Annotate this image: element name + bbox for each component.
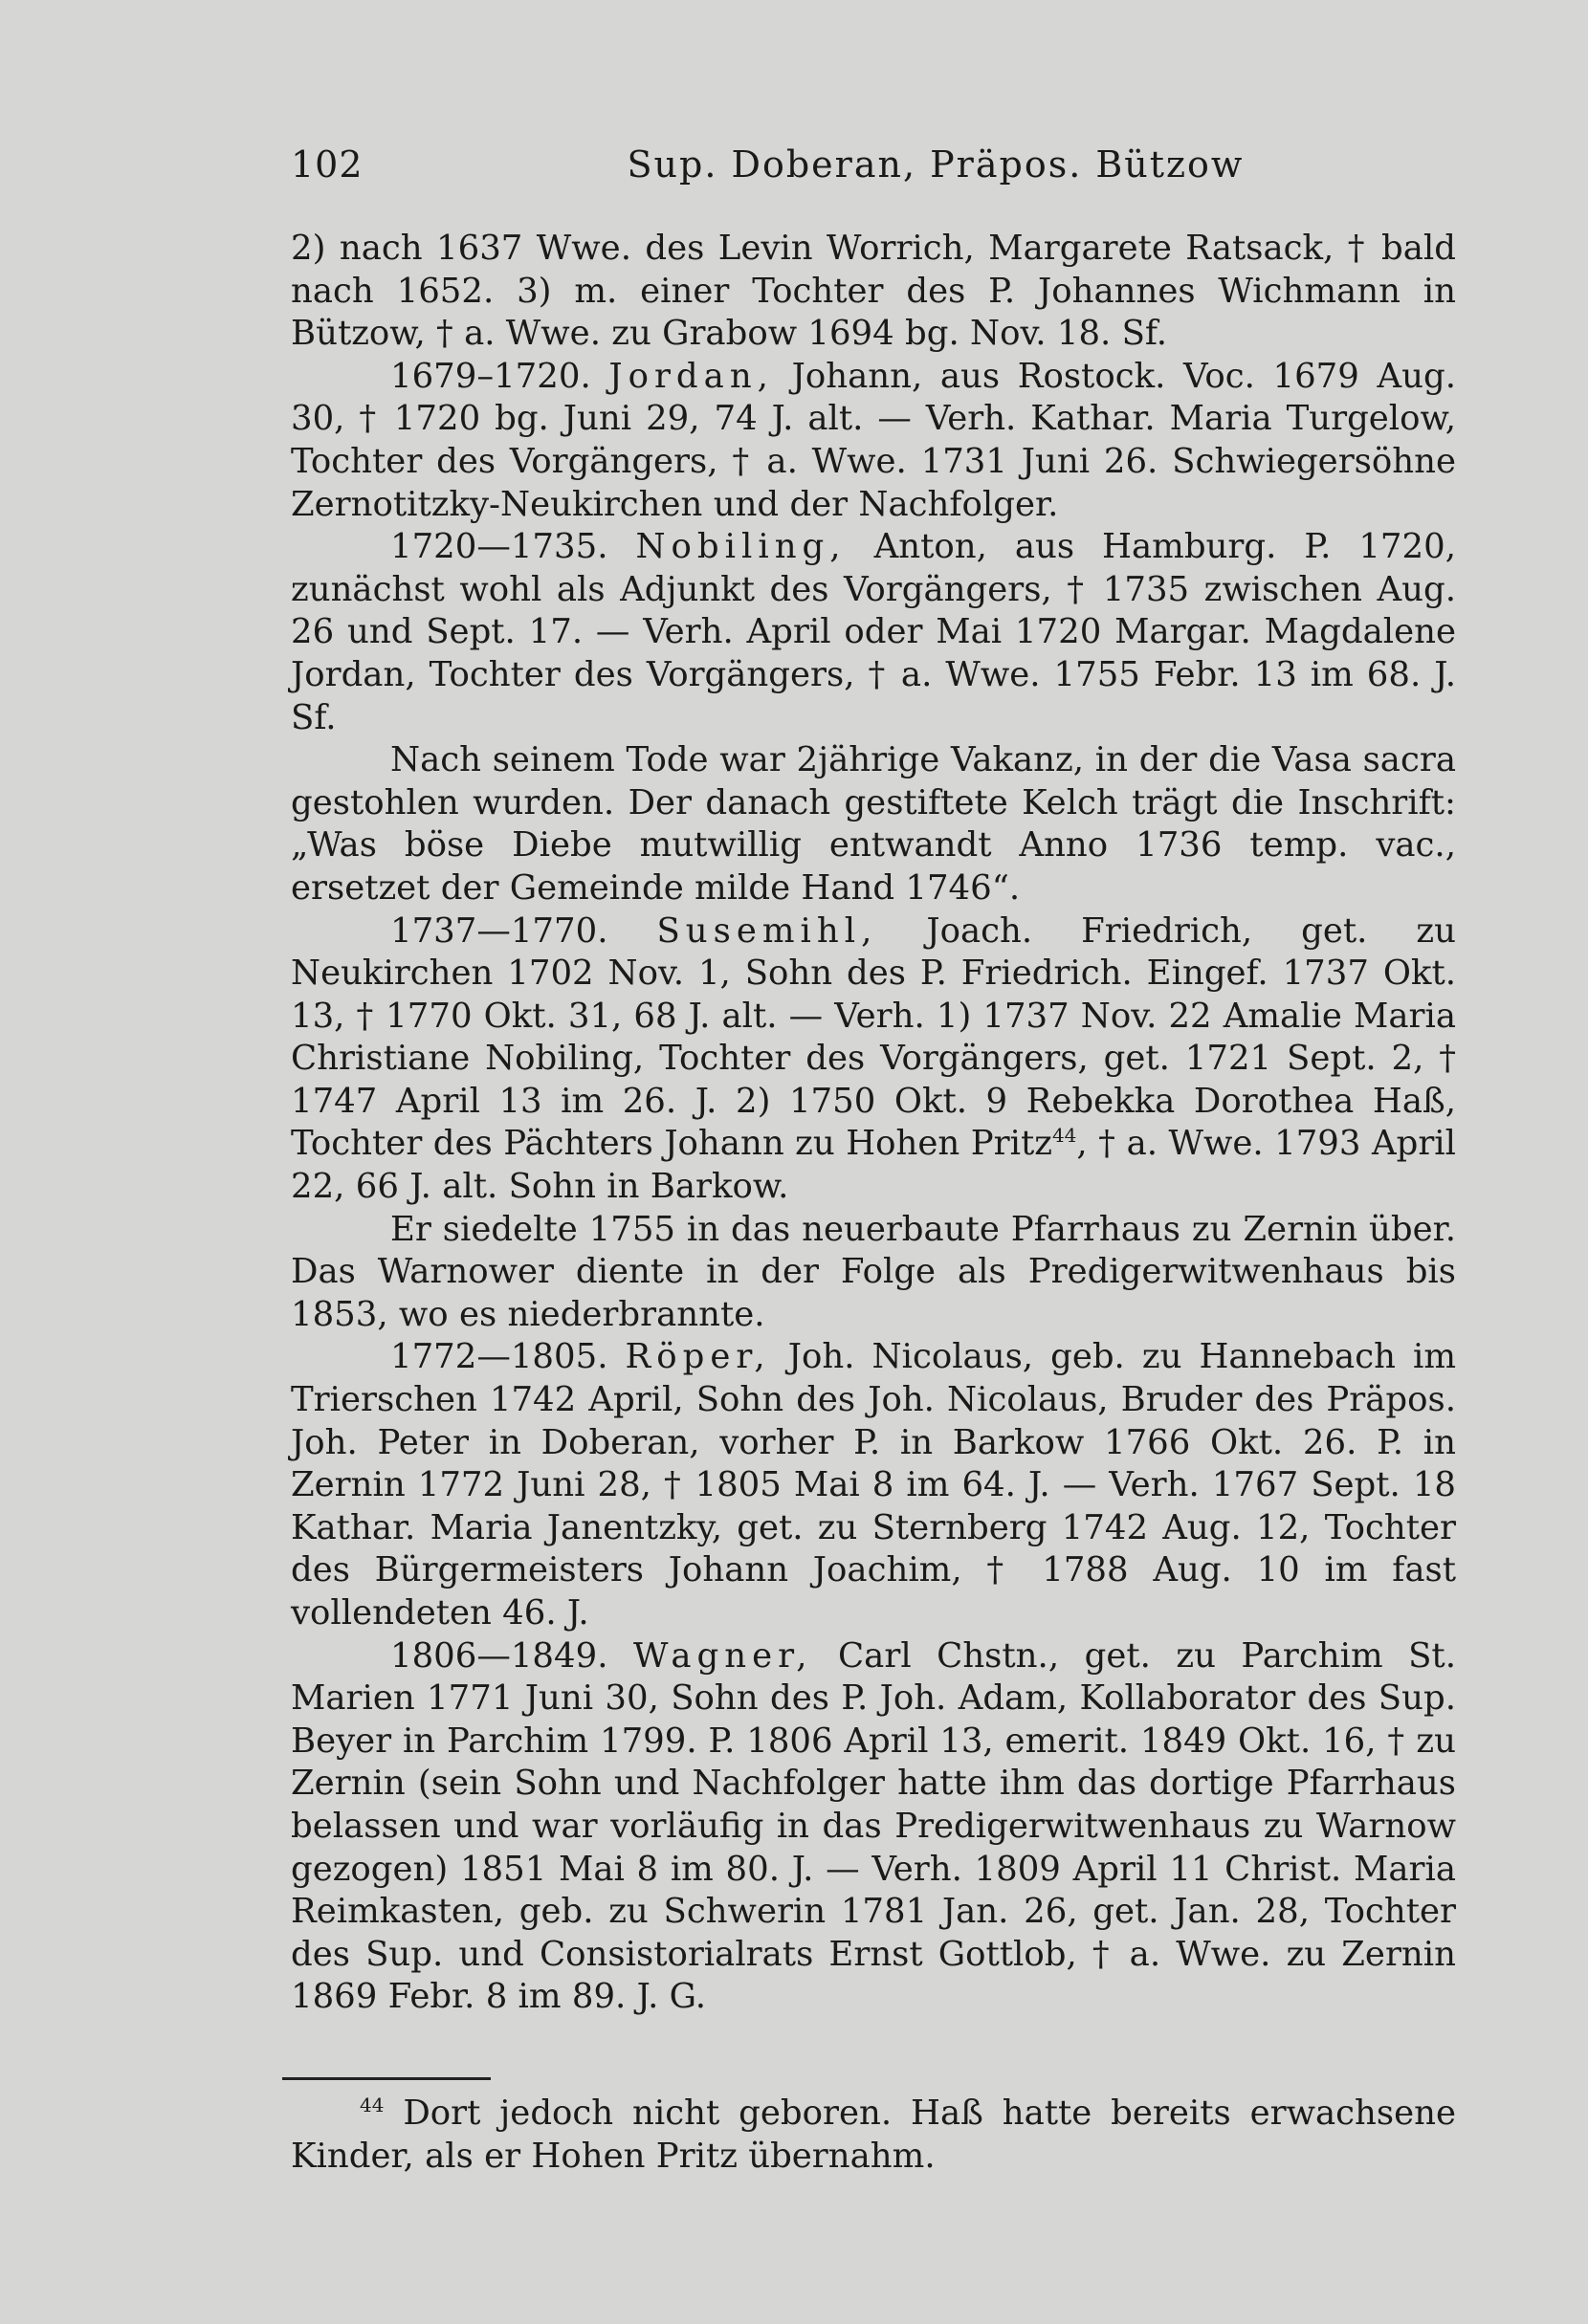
entry-name: Susemihl, (656, 910, 878, 951)
footnote (291, 2093, 1456, 2178)
entry-years: 1806—1849. (390, 1635, 608, 1676)
paragraph-vacancy: Nach seinem Tode war 2jährige Vakanz, in der die Vasa sacra gestohlen wurden. Der danach gestiftete Kelch trägt die Inschrift: „Was böse Diebe mutwillig entwandt Anno 1736 temp. vac., ersetzet der Gemeinde milde Hand 1746“. (291, 740, 1456, 908)
footnote-reference: 44 (1051, 1124, 1077, 1148)
running-title: Sup. Doberan, Präpos. Bützow (627, 143, 1245, 186)
entry-years: 1772—1805. (390, 1337, 608, 1377)
entry-nobiling (291, 526, 1456, 739)
page-header (291, 143, 1456, 201)
entry-wagner (291, 1635, 1456, 2019)
entry-text: Joach. Friedrich, get. zu Neukirchen 1702 Nov. 1, Sohn des P. Friedrich. Eingef. 1737 Okt. 13, † 1770 Okt. 31, 68 J. alt. — Verh. 1) 1737 Nov. 22 Amalie Maria Christiane Nobiling, Tochter des Vorgängers, get. 1721 Sept. 2, † 1747 April 13 im 26. J. 2) 1750 Okt. 9 Rebekka Dorothea Haß, Tochter des Pächters Johann zu Hohen Pritz (291, 910, 1456, 1164)
entry-roeper (291, 1336, 1456, 1634)
footnote-text: Dort jedoch nicht geboren. Haß hatte bereits erwachsene Kinder, als er Hohen Pritz übernahm. (291, 2094, 1456, 2176)
footnote-number: 44 (360, 2094, 385, 2117)
footnote-divider (282, 2077, 491, 2080)
entry-text-continued: , † a. Wwe. 1793 April 22, 66 J. alt. Sohn in Barkow. (291, 1124, 1456, 1207)
entry-years: 1679–1720. (390, 356, 591, 396)
entry-text: Carl Chstn., get. zu Parchim St. Marien 1771 Juni 30, Sohn des P. Joh. Adam, Kollaborator des Sup. Beyer in Parchim 1799. P. 1806 April 13, emerit. 1849 Okt. 16, † zu Zernin (sein Sohn und Nachfolger hatte ihm das dortige Pfarrhaus belassen und war vorläufig in das Predigerwitwenhaus zu Warnow gezogen) 1851 Mai 8 im 80. J. — Verh. 1809 April 11 Christ. Maria Reimkasten, geb. zu Schwerin 1781 Jan. 26, get. Jan. 28, Tochter des Sup. und Consistorialrats Ernst Gottlob, † a. Wwe. zu Zernin 1869 Febr. 8 im 89. J. G. (291, 1635, 1456, 2017)
entry-jordan (291, 356, 1456, 526)
entry-text: Anton, aus Hamburg. P. 1720, zunächst wohl als Adjunkt des Vorgängers, † 1735 zwischen Aug. 26 und Sept. 17. — Verh. April oder Mai 1720 Margar. Magdalene Jordan, Tochter des Vorgängers, † a. Wwe. 1755 Febr. 13 im 68. J. Sf. (291, 527, 1456, 737)
entry-name: Röper, (625, 1337, 771, 1377)
main-text (291, 228, 1456, 2019)
entry-name: Nobiling, (635, 527, 847, 567)
entry-years: 1720—1735. (390, 527, 608, 567)
entry-susemihl (291, 910, 1456, 1209)
entry-years: 1737—1770. (390, 910, 608, 951)
entry-text: Johann, aus Rostock. Voc. 1679 Aug. 30, † 1720 bg. Juni 29, 74 J. alt. — Verh. Kathar. Maria Turgelow, Tochter des Vorgängers, † a. Wwe. 1731 Juni 26. Schwiegersöhne Zernotitzky-Neukirchen und der Nachfolger. (291, 356, 1456, 524)
entry-name: Wagner, (632, 1635, 813, 1676)
paragraph-pfarrhaus: Er siedelte 1755 in das neuerbaute Pfarrhaus zu Zernin über. Das Warnower diente in der Folge als Predigerwitwenhaus bis 1853, wo es niederbrannte. (291, 1209, 1456, 1334)
entry-text: Joh. Nicolaus, geb. zu Hannebach im Trierschen 1742 April, Sohn des Joh. Nicolaus, Bruder des Präpos. Joh. Peter in Doberan, vorher P. in Barkow 1766 Okt. 26. P. in Zernin 1772 Juni 28, † 1805 Mai 8 im 64. J. — Verh. 1767 Sept. 18 Kathar. Maria Janentzky, get. zu Sternberg 1742 Aug. 12, Tochter des Bürgermeisters Johann Joachim, † 1788 Aug. 10 im fast vollendeten 46. J. (291, 1337, 1456, 1633)
page-number: 102 (291, 143, 364, 186)
entry-name: Jordan, (608, 356, 774, 396)
paragraph-continuation: 2) nach 1637 Wwe. des Levin Worrich, Margarete Ratsack, † bald nach 1652. 3) m. einer Tochter des P. Johannes Wichmann in Bützow, † a. Wwe. zu Grabow 1694 bg. Nov. 18. Sf. (291, 229, 1456, 354)
